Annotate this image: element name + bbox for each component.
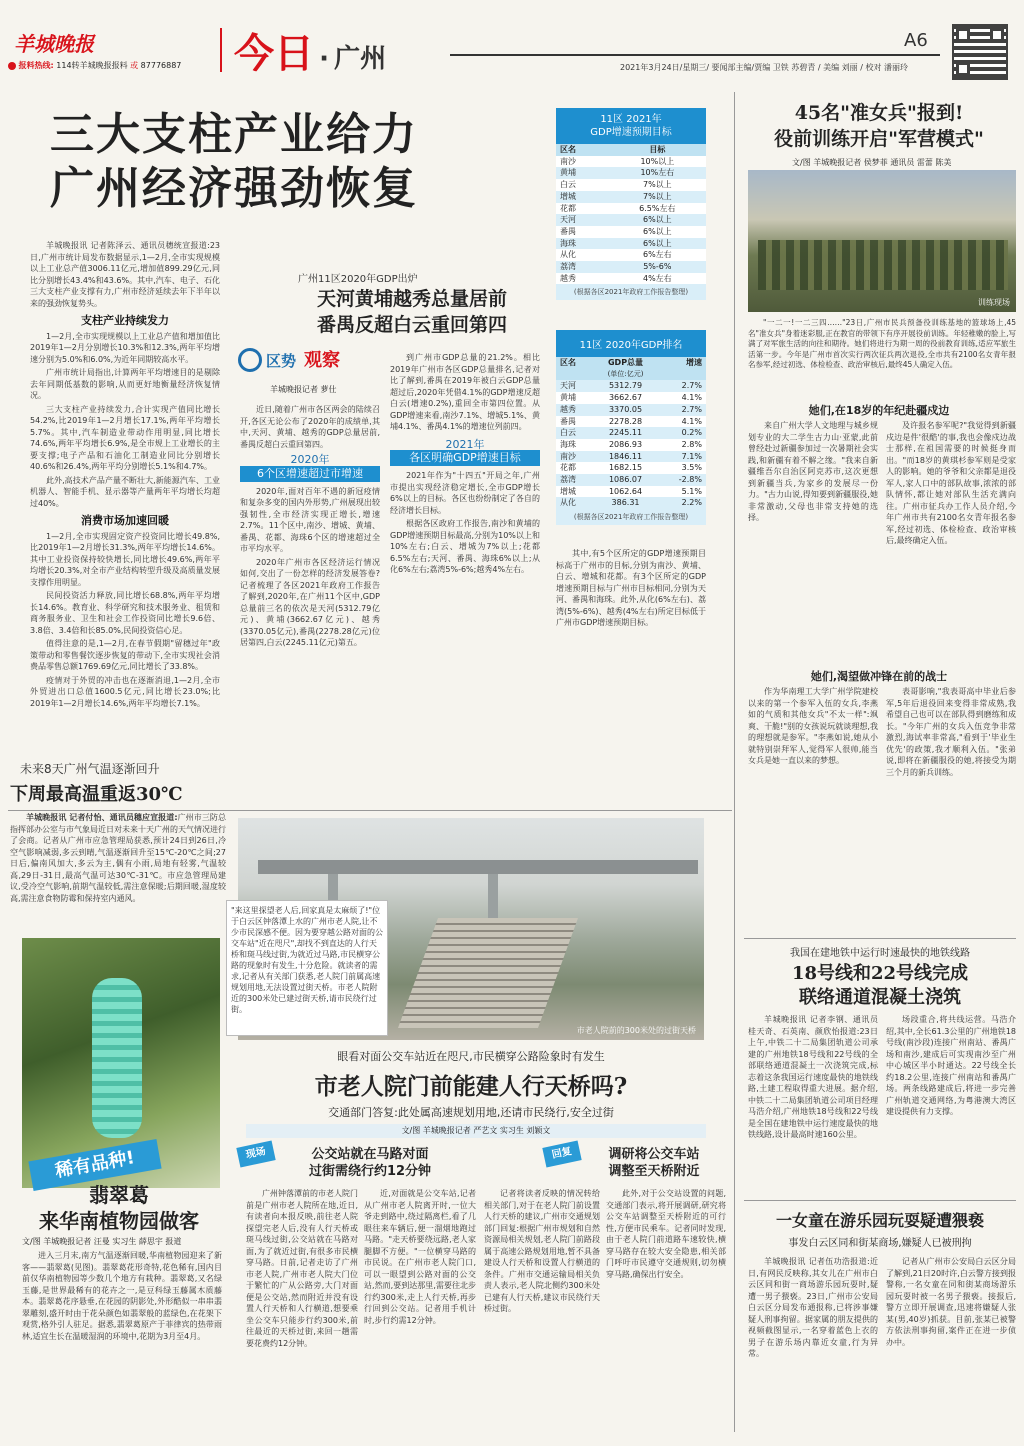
table-row	[556, 156, 706, 168]
soldiers-col3-paragraph: 作为华南理工大学广州学院建校以来的第一个参军入伍的女兵,李燕如的气质和其他女兵"不太一样":飒爽、干脆!"别的女孩说玩就谈理想,我的理想就是参军。"李燕如说,她从小就特别崇拜军人,觉得军人很帅,能当女兵是她一直以来的梦想。	[748, 687, 878, 765]
jade-tag-text: 稀有品种!	[53, 1147, 137, 1182]
soldiers-col1-paragraph: 来自广州大学人文地理与城乡规划专业的大二学生古力山·亚蒙,此前曾经赴过新疆参加过一次暑期社会实践,和新疆有着不解之缘。"我来自新疆维吾尔自治区阿克苏市,这次更想到新疆当兵,为家乡的发展尽一份力。"古力山说,得知要到新疆服役,她非常激动,父母也非常支持她的选择。	[748, 421, 878, 522]
table-cell: 1086.07	[592, 474, 658, 486]
table-cell: 4%左右	[609, 273, 706, 285]
lead-p8: 疫情对于外贸的冲击也在逐渐消退,1—2月,全市外贸进出口总值1600.5亿元,同比增长23.0%;比2019年1—2月增长14.6%,两年平均增长7.1%。	[30, 675, 220, 708]
gdp-rank-note: (根据各区2021年政府工作报告整理)	[556, 509, 706, 525]
bridge-left-col1-paragraph: 广州钟落潭前的市老人院门前是广州市老人院所在地,近日,有读者向本报反映,前往老人院探望完老人后,没有人行天桥或斑马线过街,公交站就在马路对面,为了就近过街,有很多市民横穿马路。日前,记者走访了广州市老人院,广州市老人院大门位于繁忙的广从公路旁,大门对面便是公交站,然而附近并没有设置人行天桥和人行横道,想要乘坐公交车只能步行约300米,前往最近的天桥过街,来回一趟需要花费约12分钟。	[246, 1189, 358, 1348]
bridge-quote-box	[226, 900, 388, 1036]
hotline-label: 报料热线:	[18, 61, 54, 70]
table-row	[556, 380, 706, 392]
gdp-rank-col-district: 区名	[556, 357, 592, 369]
bridge-right-tag-text: 回复	[550, 1146, 573, 1161]
observe-headline	[262, 286, 562, 338]
table-cell: 7.1%	[659, 451, 706, 463]
lead-body	[30, 240, 220, 802]
girl-col1-paragraph: 羊城晚报讯 记者伍功浩报道:近日,有网民反映称,其女儿在广州市白云区同和街一商场游乐园玩耍时,疑遭一男子猥亵。23日,广州市公安局白云区分局发布通报称,已将涉事嫌疑人刑事拘留。据家属的朋友提供的视频截图显示,一名穿着蓝色上衣的男子在游乐场内靠近女童,行为异常。	[748, 1257, 878, 1358]
metro-headline-line1: 18号线和22号线完成	[791, 963, 969, 984]
table-cell: 2278.28	[592, 416, 658, 428]
masthead	[0, 0, 1024, 88]
table-row	[556, 179, 706, 191]
bridge-deck-text: 交通部门答复:此处属高速规划用地,还请市民绕行,安全过街	[328, 1106, 614, 1119]
table-cell: 海珠	[556, 439, 592, 451]
bridge-stairs	[398, 918, 578, 1028]
observe-right-text	[556, 548, 706, 802]
table-cell: 增城	[556, 191, 609, 203]
soldiers-photo	[748, 170, 1016, 312]
observe-sec1-title: 6个区增速超过市增速	[240, 466, 380, 482]
bridge-right-title-2: 调整至天桥附近	[608, 1164, 700, 1179]
bridge-left-col1	[246, 1188, 358, 1436]
weather-byline: 羊城晚报讯 记者付怡、通讯员穗应宣报道:	[26, 813, 178, 822]
soldiers-caption-paragraph: "一二一!一二三四……"23日,广州市民兵预备役训练基地的篮球场上,45名"准女兵"身着迷彩服,正在教官的带领下有序开展役前训练。年轻稚嫩的脸上,写满了对军旅生活的向往和期待。她们将进行为期一周的役前教育训练,适应军旅生活第一步。今年是广州市首次实行两次征兵两次退役,全市共有2100名女青年报名参军,经过初选、体检检查、政治审核后,最终45人确定入伍。	[748, 318, 1016, 369]
table-row	[556, 392, 706, 404]
lead-sub2: 消费市场加速回暖	[81, 514, 169, 527]
observe-sec1-year: 2020年	[290, 453, 330, 466]
table-row	[556, 226, 706, 238]
table-cell: 6%左右	[609, 249, 706, 261]
table-cell: 荔湾	[556, 261, 609, 273]
table-cell: 4.1%	[659, 392, 706, 404]
table-cell: 2.7%	[659, 380, 706, 392]
gdp-target-title	[556, 108, 706, 144]
gdp-rank-col-growth: 增速	[659, 357, 706, 369]
table-cell: 3370.05	[592, 404, 658, 416]
observe-sec2-year: 2021年	[445, 437, 485, 451]
table-cell: 3662.67	[592, 392, 658, 404]
bridge-right-col2-paragraph: 此外,对于公交站设置的问题,交通部门表示,将开展调研,研究将公交车站调整至天桥附近的可行性,方便市民乘车。记者同时发现,由于老人院门前道路车速较快,横穿马路存在较大安全隐患,相关部门呼吁市民遵守交通规则,切勿横穿马路,确保出行安全。	[606, 1189, 726, 1279]
observe-badge-1: 区势	[266, 352, 297, 370]
girl-rule	[744, 1200, 1016, 1201]
table-cell: 花都	[556, 462, 592, 474]
phone-icon	[8, 62, 16, 70]
bridge-right-title-1: 调研将公交车站	[608, 1147, 700, 1162]
table-cell: 6%以上	[609, 226, 706, 238]
observe-headline-line2: 番禺反超白云重回第四	[316, 314, 507, 336]
soldiers-byline: 文/图 羊城晚报记者 侯梦菲 通讯员 雷蕾 陈美	[792, 158, 952, 167]
observe-col1	[240, 404, 380, 804]
bridge-kicker: 眼看对面公交车站近在咫尺,市民横穿公路险象时有发生	[337, 1050, 605, 1063]
section-big: 今日	[234, 31, 314, 77]
metro-headline-line2: 联络通道混凝土浇筑	[799, 987, 961, 1008]
observe-sec2-text2: 根据各区政府工作报告,南沙和黄埔的GDP增速预期目标最高,分别为10%以上和10%左右;白云、增城为7%以上;花都6.5%左右;天河、番禺、海珠6%以上;从化6%左右;荔湾5%-6%;越秀4%左右。	[390, 519, 540, 574]
soldiers-col4	[886, 686, 1016, 926]
weather-headline: 下周最高温重返30℃	[10, 784, 183, 805]
table-cell: 越秀	[556, 404, 592, 416]
bridge-right-title	[584, 1146, 724, 1180]
observe-sec2-head	[390, 439, 540, 467]
observe-sec1-text2: 2020年广州市各区经济运行情况如何,交出了一份怎样的经济发展答卷?记者梳理了各区2021年政府工作报告了解到,2020年,在广州11个区中,GDP总量前三名的依次是天河(5312.79亿元)、黄埔(3662.67亿元)、越秀(3370.05亿元),番禺(2278.28亿元)位居第四,白云(2245.11亿元)第五。	[240, 557, 380, 647]
table-row	[556, 427, 706, 439]
table-row	[556, 497, 706, 509]
table-row	[556, 261, 706, 273]
table-cell: 越秀	[556, 273, 609, 285]
bridge-byline-bar	[246, 1124, 706, 1138]
soldiers-sub1: 她们,在18岁的年纪赴疆戍边	[808, 404, 950, 417]
table-cell: 6%以上	[609, 214, 706, 226]
metro-headline	[744, 962, 1016, 1010]
table-cell: 1062.64	[592, 486, 658, 498]
bridge-quote: "来这里探望老人后,回家真是太麻烦了!"位于白云区钟落潭上水的广州市老人院,让不少市民深感不便。因为要穿越公路对面的公交车站"近在咫尺",却找不到直达的人行天桥和斑马线过街,为就近过马路,市民横穿公路的现象时有发生,十分危险。就读者的需求,记者从有关部门获悉,老人院门前属高速规划用地,无法设置过街天桥。市老人院附近的300米处已建过街天桥,请市民绕行过街。	[231, 906, 383, 1014]
metro-col2-paragraph: 场段重合,将共线运营。马浩介绍,其中,全长61.3公里的广州地铁18号线(南沙段)连接广州南站、番禺广场和南沙,建成后可实现南沙至广州中心城区半小时通达。22号线全长约18.2公里,连接广州南站和番禺广场。两条线路建成后,将进一步完善广州轨道交通网络,为粤港澳大湾区建设提供有力支撑。	[886, 1015, 1016, 1116]
gdp-rank-title: 11区 2020年GDP排名	[556, 330, 706, 357]
table-cell: 2.7%	[659, 404, 706, 416]
observe-reporter: 羊城晚报记者 萝仕	[270, 385, 337, 394]
observe-badge	[232, 344, 362, 382]
gdp-target-col-target: 目标	[609, 144, 706, 156]
metro-col2	[886, 1014, 1016, 1194]
table-cell: 增城	[556, 486, 592, 498]
lead-headline-line1: 三大支柱产业给力	[50, 109, 418, 160]
section-dot: ·	[319, 44, 329, 74]
gdp-target-title-2: GDP增速预期目标	[590, 127, 672, 138]
table-cell: 从化	[556, 497, 592, 509]
observe-sec2-title: 各区明确GDP增速目标	[390, 450, 540, 466]
hotline	[8, 60, 181, 71]
table-cell: 白云	[556, 179, 609, 191]
table-cell: 南沙	[556, 156, 609, 168]
bridge-photo-caption: 市老人院前的300米处的过街天桥	[576, 1026, 696, 1035]
metro-rule	[744, 938, 1016, 939]
qr-code-icon	[952, 24, 1008, 80]
gdp-target-panel	[556, 108, 706, 300]
page-number: A6	[904, 30, 928, 51]
bridge-right-tag	[542, 1140, 581, 1167]
jade-byline: 文/图 羊城晚报记者 汪曼 实习生 薛思宇 报道	[22, 1237, 182, 1246]
bridge-left-col2-paragraph: 近,对面就是公交车站,记者从广州市老人院离开时,一位大爷走到路中,绕过隔离栏,看了几眼往来车辆后,便一溜烟地跑过马路。"走天桥要绕远路,老人家腿脚不方便。"一位横穿马路的市民说。在广州市老人院门口,可以一眼望到公路对面的公交站,然而,要到达那里,需要往北步行约300米,走上人行天桥,再步行回到公交站。记者用手机计时,步行约需12分钟。	[364, 1189, 476, 1325]
observe-intro: 近日,随着广州市各区两会的陆续召开,各区无论公布了2020年的成绩单,其中,天河、黄埔、越秀的GDP总量居前,番禺反超白云重回第四。	[240, 405, 380, 449]
jade-paragraph: 进入三月末,南方气温逐渐回暖,华南植物园迎来了新客——翡翠葛(见图)。翡翠葛花形奇特,花色稀有,国内目前仅华南植物园等少数几个地方有栽种。翡翠葛,又名绿玉藤,是世界最稀有的花卉之一,是豆科绿玉藤属木质藤本。翡翠葛花序悬垂,在花园的阴影处,外形酷似一串串翡翠雕刻,盛开时由于花朵颜色如翡翠般的蓝绿色,在花架下观赏,格外引人驻足。据悉,翡翠葛原产于菲律宾的热带雨林,适宜生长在温暖湿润的环境中,花期为3月至4月。	[22, 1251, 222, 1341]
soldiers-headline	[744, 100, 1014, 152]
table-row	[556, 474, 706, 486]
table-cell: 386.31	[592, 497, 658, 509]
gdp-rank-panel	[556, 330, 706, 525]
girl-deck: 事发白云区同和街某商场,嫌疑人已被刑拘	[788, 1238, 972, 1249]
hotline-or: 或	[130, 61, 139, 70]
soldiers-col3	[748, 686, 878, 926]
soldiers-figures	[758, 240, 1008, 290]
gdp-rank-col-unit: (单位:亿元)	[592, 369, 658, 381]
hotline-number: 87776887	[140, 61, 182, 70]
lead-p5: 1—2月,全市实现固定资产投资同比增长49.8%,比2019年1—2月增长31.3%,两年平均增长14.6%。其中工业投资保持较快增长,同比增长49.6%,两年平均增长20.3%,对全市产业结构转型升级及高质量发展支撑作用明显。	[30, 531, 220, 587]
bridge-right-col1	[484, 1188, 600, 1436]
table-row	[556, 462, 706, 474]
girl-col1	[748, 1256, 878, 1436]
lead-p2: 广州市统计局指出,计算两年平均增速目的是剔除去年同期低基数的影响,从而更好地衡量经济恢复情况。	[30, 368, 220, 400]
section-city: 广州	[334, 44, 387, 74]
lead-p6: 民间投资活力释放,同比增长68.8%,两年平均增长14.6%。教育业、科学研究和技术服务业、租赁和商务服务业、卫生和社会工作投资同比增长9.6倍、3.8倍、3.4倍和长85.0%,民间投资信心足。	[30, 591, 220, 635]
bridge-left-title-1: 公交站就在马路对面	[311, 1147, 429, 1162]
lead-p7: 值得注意的是,1—2月,在春节假期"留穗过年"政策带动和零售餐饮逐步恢复的带动下,全市实现社会消费品零售总额1769.69亿元,同比增长了33.8%。	[30, 639, 220, 671]
bridge-left-tag-text: 现场	[244, 1146, 267, 1161]
observe-sec1-text: 2020年,面对百年不遇的新冠疫情和复杂多变的国内外形势,广州展现出较强韧性,全市经济实现正增长,增速2.7%。11个区中,南沙、增城、黄埔、番禺、花都、海珠6个区的增速超过全市平均水平。	[240, 486, 380, 553]
magnifier-icon	[238, 348, 262, 372]
table-cell: 7%以上	[609, 191, 706, 203]
girl-col2	[886, 1256, 1016, 1436]
observe-headline-line1: 天河黄埔越秀总量居前	[316, 288, 507, 310]
soldiers-col4-paragraph: 表哥影响,"我表哥高中毕业后参军,5年后退役回来变得非常成熟,我希望自己也可以在部队得到磨练和成长。"今年广州的女兵入伍竞争非常激烈,海试率非常高,"看到于'毕业生优先'的政策,我才顺利入伍。"张弟说,即将在新疆服役的她,将接受为期三个月的新兵训练。	[886, 687, 1016, 777]
table-cell: 0.2%	[659, 427, 706, 439]
column-divider	[734, 92, 735, 1432]
table-cell: 4.1%	[659, 416, 706, 428]
jade-headline	[14, 1182, 224, 1234]
soldiers-caption-text	[748, 318, 1016, 396]
jade-flower-cluster	[92, 978, 142, 1138]
lead-headline	[50, 108, 550, 216]
table-cell: 白云	[556, 427, 592, 439]
gdp-target-note: (根据各区2021年政府工作报告整理)	[556, 284, 706, 300]
soldiers-col2-paragraph: 及许报名参军呢?"我觉得到新疆戍边是件'很酷'的事,我也会像戍边战士那样,在祖国需要的时候挺身而出。"而18岁的黄琪杉参军则是受家人的影响。她的爷爷和父亲都是退役军人,家人口中的部队故事,浓浓的部队情怀,都让她对部队生活充满向往。广州市征兵办工作人员介绍,今年广州市共有2100名女青年报名参军,经过初选、体检检查、政治审核后,最终确定入伍。	[886, 421, 1016, 545]
table-cell: 2086.93	[592, 439, 658, 451]
gdp-target-title-1: 11区 2021年	[600, 114, 662, 125]
table-cell: 6%以上	[609, 238, 706, 250]
metro-kicker: 我国在建地铁中运行时速最快的地铁线路	[790, 948, 970, 959]
jade-headline-line1: 翡翠葛	[89, 1183, 149, 1207]
table-row	[556, 404, 706, 416]
table-cell: 黄埔	[556, 167, 609, 179]
gdp-rank-table	[556, 357, 706, 509]
masthead-divider	[220, 28, 222, 72]
table-row	[556, 439, 706, 451]
bridge-deck	[258, 860, 698, 874]
bridge-right-col1-paragraph: 记者将读者反映的情况转给相关部门,对于在老人院门前设置人行天桥的建议,广州市交通规划部门回复:根据广州市规划和自然资源局相关规划,老人院门前路段属于高速公路规划用地,暂不具备建设人行天桥和设置人行横道的条件。广州市交通运输局相关负责人表示,老人院北侧约300米处已建有人行天桥,建议市民绕行天桥过街。	[484, 1189, 600, 1313]
table-cell: 番禺	[556, 416, 592, 428]
bridge-left-title	[280, 1146, 460, 1180]
table-cell: 海珠	[556, 238, 609, 250]
table-cell: 5%-6%	[609, 261, 706, 273]
table-row	[556, 203, 706, 215]
bridge-byline: 文/图 羊城晚报记者 严艺文 实习生 刘颖文	[401, 1126, 551, 1135]
table-cell: 2.8%	[659, 439, 706, 451]
soldiers-photo-caption: 训练现场	[978, 298, 1010, 307]
table-row	[556, 416, 706, 428]
table-row	[556, 238, 706, 250]
table-cell: 荔湾	[556, 474, 592, 486]
observe-sec1-head	[240, 454, 380, 482]
observe-right-paragraph: 其中,有5个区所定的GDP增速预期目标高于广州市的目标,分别为南沙、黄埔、白云、增城和花都。有3个区所定的GDP增速预期目标与广州市目标相同,分别为天河、番禺和海珠。此外,从化(6%左右)、荔湾(5%-6%)、越秀(4%左右)所定目标低于广州市GDP增速预期目标。	[556, 549, 706, 627]
table-cell: 3.5%	[659, 462, 706, 474]
lead-p3: 三大支柱产业持续发力,合计实现产值同比增长54.2%,比2019年1—2月增长17.1%,两年平均增长5.7%。其中,汽车制造业带动作用明显,同比增长74.6%,两年平均增长6.9%,是全市规上工业增长的主要支撑;电子产品和石油化工制造业同比分别增长40.6%和26.4%,两年平均分别增长5.1%和4.7%。	[30, 404, 220, 471]
gdp-rank-col-total: GDP总量	[592, 357, 658, 369]
lead-byline: 羊城晚报讯 记者陈泽云、通讯员穗统宣报道:23日,广州市统计局发布数据显示,1—2月,全市实现规模以上工业总产值3006.11亿元,增加值899.29亿元,同比分别增长43.4%和43.6%。其中,汽车、电子、石化三大支柱产业支撑有力,广州市经济延续去年下半年以来的强劲恢复势头。	[30, 241, 220, 308]
table-cell: 花都	[556, 203, 609, 215]
weather-body	[10, 812, 226, 934]
top-rule	[450, 54, 940, 56]
soldiers-headline-line2: 役前训练开启"军营模式"	[774, 128, 984, 150]
table-cell: -2.8%	[659, 474, 706, 486]
section-title	[234, 22, 386, 79]
section-divider	[8, 810, 732, 811]
table-cell: 5.1%	[659, 486, 706, 498]
gdp-target-table	[556, 144, 706, 284]
lead-headline-line2: 广州经济强劲恢复	[50, 163, 418, 214]
observe-col2	[390, 352, 540, 804]
observe-sec2-text: 2021年作为"十四五"开局之年,广州市提出实现经济稳定增长,全市GDP增长6%以上的目标。各区也纷纷制定了各自的经济增长目标。	[390, 471, 540, 515]
table-cell: 7%以上	[609, 179, 706, 191]
table-row	[556, 191, 706, 203]
bridge-headline: 市老人院门前能建人行天桥吗?	[314, 1073, 628, 1100]
bridge-left-tag	[236, 1140, 275, 1167]
lead-sub1: 支柱产业持续发力	[81, 314, 169, 327]
gdp-target-col-district: 区名	[556, 144, 609, 156]
metro-col1	[748, 1014, 878, 1194]
table-cell: 10%以上	[609, 156, 706, 168]
table-cell: 6.5%左右	[609, 203, 706, 215]
lead-p1: 1—2月,全市实现规模以上工业总产值和增加值比2019年1—2月分别增长10.3%和12.3%,两年平均增速分别为5.0%和6.0%,为近年同期较高水平。	[30, 331, 220, 364]
soldiers-headline-line1: 45名"准女兵"报到!	[794, 102, 964, 124]
table-row	[556, 486, 706, 498]
girl-col2-paragraph: 记者从广州市公安局白云区分局了解到,21日20时许,白云警方接到报警称,一名女童在同和街某商场游乐园玩耍时被一名男子猥亵。接报后,警方立即开展调查,迅速将嫌疑人张某(男,40岁)抓获。目前,张某已被警方依法刑事拘留,案件正在进一步侦办中。	[886, 1257, 1016, 1347]
bridge-left-col2	[364, 1188, 476, 1436]
table-cell: 天河	[556, 214, 609, 226]
table-row	[556, 249, 706, 261]
girl-headline: 一女童在游乐园玩耍疑遭猥亵	[775, 1211, 984, 1230]
soldiers-col2	[886, 420, 1016, 662]
bridge-right-col2	[606, 1188, 726, 1436]
table-row	[556, 451, 706, 463]
observe-badge-2: 观察	[304, 350, 340, 371]
lead-p4: 此外,高技术产品产量不断壮大,新能源汽车、工业机器人、智能手机、显示器等产量两年平均增长均超过40%。	[30, 475, 220, 508]
soldiers-sub2: 她们,渴望做冲锋在前的战士	[810, 670, 948, 683]
table-cell: 天河	[556, 380, 592, 392]
jade-headline-line2: 来华南植物园做客	[39, 1209, 199, 1233]
table-cell: 1682.15	[592, 462, 658, 474]
jade-body	[22, 1250, 222, 1436]
table-cell: 2.2%	[659, 497, 706, 509]
table-cell: 10%左右	[609, 167, 706, 179]
table-cell: 5312.79	[592, 380, 658, 392]
table-cell: 番禺	[556, 226, 609, 238]
dateline: 2021年3月24日/星期三/ 要闻部主编/贾编 卫铁 苏碧青 / 美编 刘丽 / 校对 潘丽玲	[620, 63, 908, 72]
metro-col1-paragraph: 羊城晚报讯 记者李钢、通讯员桂天奇、石英南、颜欣怡报道:23日上午,中铁二十二局集团轨道公司承建的广州地铁18号线和22号线的全部联络通道混凝土一次浇筑完成,标志着这条我国运行速度最快的地铁线路,土建工程取得重大进展。据介绍,中铁二十二局集团轨道公司项目经理马浩介绍,广州地铁18号线和22号线是全国在建地铁中运行速度最快的地铁线路,设计最高时速160公里。	[748, 1015, 878, 1139]
weather-paragraph: 广州市三防总指挥部办公室与市气象局近日对未来十天广州的天气情况进行了会商。记者从广州市应急管理局获悉,预计24日到26日,冷空气影响减弱,多云到晴,气温逐渐回升至15℃-20℃之间;27日后,偏南风加大,多云为主,偶有小雨,局地有轻雾,气温较高,29日-31日,最高气温可达30℃-31℃。市应急管理局建议,受冷空气影响,前期气温较低,需注意保暖;后期回暖,湿度较高,需注意食物防霉和保持室内通风。	[10, 813, 226, 903]
table-cell: 黄埔	[556, 392, 592, 404]
table-cell: 2245.11	[592, 427, 658, 439]
observe-mid-text: 到广州市GDP总量的21.2%。相比2019年广州市各区GDP总量排名,记者对比了解到,番禺在2019年被白云GDP总量超过后,2020年凭借4.1%的GDP增速反超白云(增速0.2%),重回全市第四位置。从GDP增速来看,南沙7.1%、增城5.1%、黄埔4.1%、番禺4.1%的增速位列前四。	[390, 353, 540, 431]
weather-text	[10, 812, 226, 904]
weather-kicker: 未来8天广州气温逐渐回升	[20, 762, 160, 776]
table-row	[556, 273, 706, 285]
table-cell: 1846.11	[592, 451, 658, 463]
paper-logo: 羊城晚报	[14, 32, 94, 56]
table-row	[556, 214, 706, 226]
bridge-left-title-2: 过街需绕行约12分钟	[308, 1164, 432, 1179]
observe-kicker: 广州11区2020年GDP出炉	[298, 274, 418, 285]
soldiers-col1	[748, 420, 878, 662]
table-row	[556, 167, 706, 179]
table-cell: 南沙	[556, 451, 592, 463]
hotline-text: 114转羊城晚报报料	[56, 61, 128, 70]
table-cell: 从化	[556, 249, 609, 261]
